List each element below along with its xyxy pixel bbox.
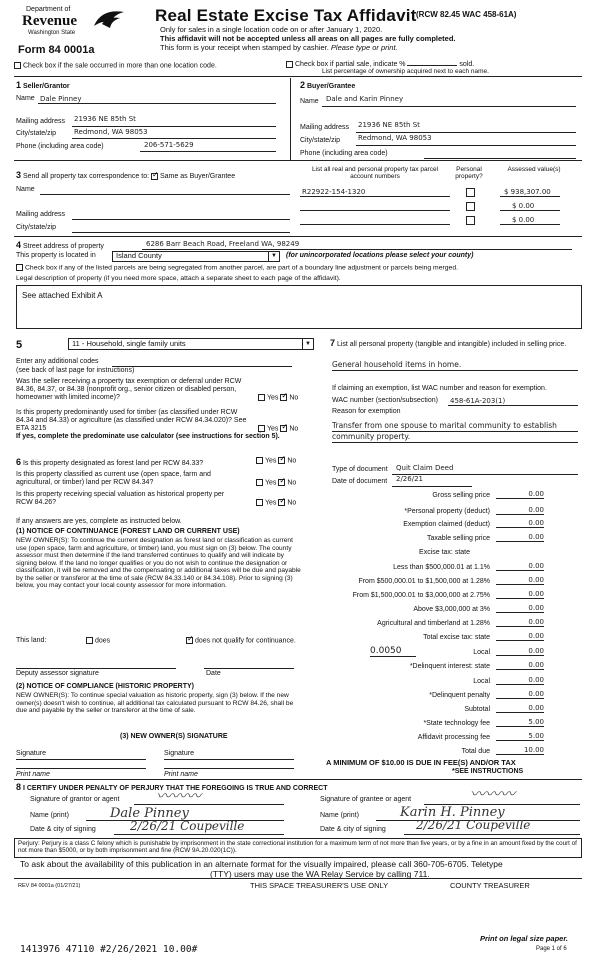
segregated-checkbox[interactable] [16,264,23,271]
tax-value-tier2[interactable]: 0.00 [496,576,544,585]
current-use-text: Is this property classified as current use (open space, farm and agricultural, or timber) land per RCW 84.34? [16,471,211,487]
historic-yes-no [256,499,296,507]
s3-addr-label: Mailing address [16,211,66,218]
doc-date-label: Date of document [332,478,388,485]
seller-heading [16,80,70,91]
grantee-date-row [320,818,582,834]
parcel-number-line [300,196,450,197]
this-land-label: This land: [16,637,47,644]
tax-label-tier1: Less than $500,000.01 at 1.1% [393,564,490,571]
buyer-name-value[interactable]: Dale and Karin Pinney [326,95,404,103]
doc-type-row [332,466,582,474]
tax-label-tech-fee: *State technology fee [423,720,490,727]
buyer-addr-row [300,121,580,132]
historic-yes-checkbox[interactable] [256,499,263,506]
county-treasurer-label: COUNTY TREASURER [450,881,530,890]
add-codes-line [112,366,292,367]
section-3-heading [16,170,235,181]
forest-yes-label: Yes [265,457,277,465]
wac-value[interactable]: 458-61A-203(1) [450,397,506,405]
header-divider [14,76,582,77]
reason-line-2 [332,442,578,443]
tax-value-tier3[interactable]: 0.00 [496,590,544,599]
current-use-no-label: No [287,479,297,487]
grantor-date-line [114,834,284,835]
legal-desc-box[interactable] [16,285,582,329]
tax-value-total-state[interactable]: 0.00 [496,632,544,641]
owner-print-label-2: Print name [164,771,198,778]
buyer-addr-label: Mailing address [300,124,350,131]
seller-phone-label: Phone (including area code) [16,143,104,150]
section-3-label: Send all property tax correspondence to: [22,173,150,180]
timber-no-checkbox[interactable] [280,425,287,432]
partial-sold-label: sold. [459,61,475,68]
s3-addr-line [72,219,290,220]
owner-sig-label-1: Signature [16,750,46,757]
grantor-print-label: Name (print) [30,812,69,819]
grantor-date-value[interactable]: 2/26/21 Coupeville [130,819,245,833]
grantee-sig-row [320,785,582,804]
seller-heading-label: Seller/Grantor [22,83,70,90]
accessibility-line-1: To ask about the availability of this publication in an alternate format for the visually impaired, please call 360-705-6705. Teletype [20,859,503,869]
grantee-date-label: Date & city of signing [320,826,386,833]
partial-sale-checkbox[interactable] [286,61,293,68]
notice-2-title: (2) NOTICE OF COMPLIANCE (HISTORIC PROPERTY) [16,683,194,690]
tax-value-interest-state[interactable]: 0.00 [496,661,544,670]
county-label: This property is located in [16,252,96,259]
current-use-question [16,471,316,487]
seller-city-line [72,138,276,139]
s3-addr-row [16,211,291,219]
land-does-not-checkbox[interactable] [186,637,193,644]
land-does-label: does [95,637,111,645]
forest-yes-checkbox[interactable] [256,457,263,464]
tax-value-exemption[interactable]: 0.00 [496,519,544,528]
doc-type-label: Type of document [332,466,388,473]
exemption-yes-checkbox[interactable] [258,394,265,401]
parcel-col-personal: Personal property? [455,166,483,181]
notice-1-text: NEW OWNER(S): To continue the current designation as forest land or classification as current use (open space, farm and agriculture, or timber) land, you must sign on (3) below. The county assessor must then determine if the land transferred continues to qualify and will indicate by signing below. If the land no longer qualifies or you do not wish to continue the designation or classification, it will be removed and the compensating or additional taxes will be due and payable by the seller or transferor at the time of sale (RCW 84.33.140 or 84.34.108). Prior to signing (3) below, you may contact your local county assessor for more information. [16,537,301,590]
grantor-sig-line [134,804,284,805]
chevron-down-icon: ▼ [302,339,313,349]
certify-text: I CERTIFY UNDER PENALTY OF PERJURY THAT THE FOREGOING IS TRUE AND CORRECT [22,785,328,792]
tax-label-tier4: Above $3,000,000 at 3% [413,606,490,613]
personal-property-line [332,370,578,371]
tax-label-interest-local: Local [473,678,490,685]
wac-label: WAC number (section/subsection) [332,397,438,404]
buyer-name-line [322,106,576,107]
see-instructions-note: *SEE INSTRUCTIONS [452,768,524,775]
street-line [142,249,572,250]
tax-label-gross: Gross selling price [432,492,490,499]
grantor-date-label: Date & city of signing [30,826,96,833]
wac-row [332,397,582,405]
tax-value-gross[interactable]: 0.00 [496,490,544,499]
state-label: Washington State [28,30,76,36]
street-row [16,240,576,251]
personal-property-checkbox[interactable] [466,216,475,225]
seller-name-value[interactable]: Dale Pinney [40,95,82,103]
chevron-down-icon: ▼ [268,252,279,261]
deputy-date-line [204,668,294,669]
legal-desc-text: See attached Exhibit A [22,291,103,300]
unincorp-note: (for unincorporated locations please select your county) [286,252,474,259]
segregated-row [16,264,582,272]
tax-label-processing-fee: Affidavit processing fee [417,734,490,741]
tax-value-interest-local[interactable]: 0.00 [496,676,544,685]
section-6-num: 6 [16,457,22,467]
land-does-option [86,637,110,645]
same-as-buyer-checkbox[interactable] [151,173,158,180]
grantee-sig-label: Signature of grantee or agent [320,796,412,803]
street-value[interactable]: 6286 Barr Beach Road, Freeland WA, 98249 [146,240,300,248]
seller-city-row [16,130,278,138]
print-note: Please type or print. [330,43,398,52]
tax-value-penalty[interactable]: 0.00 [496,690,544,699]
buyer-phone-line [424,158,576,159]
forest-no-checkbox[interactable] [278,457,285,464]
legal-size-note: Print on legal size paper. [480,934,568,943]
seller-phone-value[interactable]: 206-571-5629 [144,141,194,149]
deputy-date-label: Date [206,670,221,677]
land-does-not-label: does not qualify for continuance. [195,637,296,645]
legal-desc-label: Legal description of property (if you need more space, attach a separate sheet to each page of the affidavit). [16,275,341,282]
owner-print-row [16,771,306,779]
tax-label-local: Local [473,649,490,656]
current-use-yes-no [256,479,296,487]
use-code-value: 11 - Household, single family units [72,339,186,348]
section-3-num: 3 [16,170,22,180]
forest-yes-no [256,457,296,465]
buyer-heading [300,80,355,91]
tax-label-personal: *Personal property (deduct) [404,508,490,515]
parcel-assessed-line [500,196,560,197]
parcel-col-assessed: Assessed value(s) [507,166,561,173]
buyer-phone-row [300,150,580,158]
deputy-label: Deputy assessor signature [16,670,99,677]
parcel-assessed-line [500,210,560,211]
timber-question [16,409,316,441]
revision-label: REV 84 0001a (01/27/21) [18,883,81,889]
seller-name-label: Name [16,95,35,102]
seller-phone-row [16,143,278,151]
timber-yes-label: Yes [267,425,279,433]
exemption-question-text: Was the seller receiving a property tax exemption or deferral under RCW 84.36, 84.37, or 84.38 (nonprofit org., senior citizen or disabled person, homeowner with limited income)? [16,378,242,402]
seller-addr-row [16,115,278,126]
parcel-assessed[interactable]: $ 938,307.00 [504,188,551,196]
owner-print-label-1: Print name [16,771,50,778]
reason-value[interactable]: Transfer from one spouse to marital community to establish community property. [332,421,557,441]
tax-value-tier4[interactable]: 0.00 [496,604,544,613]
timber-question-text: Is this property predominantly used for timber (as classified under RCW 84.34 and 84.33) or agriculture (as classified under RCW 84.34.020)? See ETA 3215 [16,409,247,433]
tax-label-interest-state: *Delinquent interest: state [409,663,490,670]
buyer-name-label: Name [300,98,319,105]
timber-calc-note: If yes, complete the predominate use calculator (see instructions for section 5). [16,433,280,441]
grantor-signature[interactable]: 〰〰〰 [156,787,202,805]
personal-property-checkbox[interactable] [466,202,475,211]
s3-city-row [16,224,291,232]
s3-city-line [72,232,290,233]
buyer-addr-line [356,132,576,133]
add-codes-row [16,358,316,366]
historic-no-checkbox[interactable] [278,499,285,506]
forest-no-label: No [287,457,297,465]
use-code-select[interactable] [68,338,314,350]
parcel-assessed[interactable]: $ 0.00 [512,216,535,224]
parcel-number-line [300,224,450,225]
current-use-yes-checkbox[interactable] [256,479,263,486]
parcel-assessed-line [500,224,560,225]
seller-addr-label: Mailing address [16,118,66,125]
exemption-no-checkbox[interactable] [280,394,287,401]
county-row [16,252,576,260]
section-2-divider [14,160,582,161]
reason-label: Reason for exemption [332,408,401,415]
forest-question [16,457,316,468]
multi-location-row [14,62,217,70]
buyer-heading-label: Buyer/Grantee [306,83,356,90]
tax-label-total-due: Total due [461,748,490,755]
land-does-checkbox[interactable] [86,637,93,644]
page-number: Page 1 of 6 [536,946,567,952]
historic-question [16,491,316,507]
bird-logo-icon [92,8,126,30]
header-line-3 [160,44,398,53]
owner-print-line-2 [164,768,294,769]
timber-yes-checkbox[interactable] [258,425,265,432]
tax-value-taxable[interactable]: 0.00 [496,533,544,542]
add-codes-label: Enter any additional codes [16,358,99,365]
same-as-buyer-label: Same as Buyer/Grantee [160,173,236,180]
seller-addr-value[interactable]: 21936 NE 85th St [74,115,136,123]
seller-name-row [16,95,278,103]
buyer-heading-num: 2 [300,80,306,90]
forest-question-text: Is this property designated as forest land per RCW 84.33? [22,460,204,467]
reason-row [332,421,582,442]
notice-1-title: (1) NOTICE OF CONTINUANCE (FOREST LAND OR CURRENT USE) [16,528,240,535]
footer-divider [14,878,582,879]
owner-sig-label-2: Signature [164,750,194,757]
tax-value-tier1[interactable]: 0.00 [496,562,544,571]
county-value: Island County [116,251,162,260]
grantor-print-value[interactable]: Dale Pinney [110,806,189,821]
tax-value-tech-fee[interactable]: 5.00 [496,718,544,727]
street-label: Street address of property [22,243,104,250]
seller-city-label: City/state/zip [16,130,57,137]
historic-text: Is this property receiving special valuation as historical property per RCW 84.26? [16,491,225,507]
exemption-yes-label: Yes [267,394,279,402]
s3-name-label: Name [16,186,35,193]
buyer-city-line [356,145,576,146]
tax-label-exemption: Exemption claimed (deduct) [403,521,490,528]
grantee-date-value[interactable]: 2/26/21 Coupeville [416,818,531,832]
buyer-name-row [300,95,580,106]
section-4-num: 4 [16,240,22,250]
timber-yes-no [258,425,298,433]
tax-value-processing-fee[interactable]: 5.00 [496,732,544,741]
section-5-num: 5 [16,339,23,351]
buyer-city-row [300,134,580,145]
doc-date-line [392,486,472,487]
segregated-label: Check box if any of the listed parcels are being segregated from another parcel, are part of a boundary line adjustment or parcels being merged. [25,264,458,272]
dept-logo [14,6,132,40]
exemption-question [16,378,316,402]
parcel-col-numbers: List all real and personal property tax parcel account numbers [311,166,439,181]
minimum-due-note: A MINIMUM OF $10.00 IS DUE IN FEE(S) AND/OR TAX [326,758,516,767]
form-number: Form 84 0001a [18,44,95,56]
section-1-2-divider [290,78,291,160]
personal-property-value[interactable]: General household items in home. [332,360,462,369]
grantee-print-value[interactable]: Karin H. Pinney [400,805,505,820]
perjury-box [14,838,582,858]
treasurer-use-label: THIS SPACE TREASURER'S USE ONLY [250,881,389,890]
grantee-print-label: Name (print) [320,812,359,819]
current-use-no-checkbox[interactable] [278,479,285,486]
owner-sig-line-2 [164,759,294,760]
multi-location-checkbox[interactable] [14,62,21,69]
tax-label-penalty: *Delinquent penalty [429,692,490,699]
land-qualify-row [16,637,316,645]
revenue-wordmark: Revenue [22,13,77,29]
deputy-line [16,668,176,669]
grantee-date-line [404,834,580,835]
seller-name-line [38,103,276,104]
form-title: Real Estate Excise Tax Affidavit [155,6,417,25]
tax-label-excise-state: Excise tax: state [419,549,470,556]
rcw-ref: (RCW 82.45 WAC 458-61A) [416,10,517,19]
see-back-label: (see back of last page for instructions) [16,367,135,374]
seller-heading-num: 1 [16,80,22,90]
s3-name-row [16,186,291,194]
grantor-sig-label: Signature of grantor or agent [30,796,120,803]
exemption-claim-label: If claiming an exemption, list WAC number and reason for exemption. [332,385,547,392]
seller-city-value[interactable]: Redmond, WA 98053 [74,128,148,136]
buyer-addr-value[interactable]: 21936 NE 85th St [358,121,420,129]
personal-property-row [332,361,582,370]
tax-value-personal[interactable]: 0.00 [496,506,544,515]
wac-line [448,405,578,406]
personal-property-checkbox[interactable] [466,188,475,197]
s3-city-label: City/state/zip [16,224,57,231]
deputy-row [16,670,316,678]
buyer-city-label: City/state/zip [300,137,341,144]
tax-value-agri[interactable]: 0.00 [496,618,544,627]
accessibility-line-2: (TTY) users may use the WA Relay Service by calling 711. [210,869,430,879]
tax-label-subtotal: Subtotal [464,706,490,713]
section-7-label: List all personal property (tangible and intangible) included in selling price. [336,341,567,348]
perjury-text: Perjury: Perjury is a class C felony which is punishable by imprisonment in the state correctional institution for a maximum term of not more than five years, or by a fine in an amount fixed by the court of not more than $5000, or by both imprisonment and fine (RCW 9A.20.020(1C)). [18,840,577,855]
dept-label: Department of [26,6,71,13]
tax-value-total-due[interactable]: 10.00 [496,746,544,755]
ownership-note: List percentage of ownership acquired next to each name. [322,68,489,75]
tax-label-tier2: From $500,000.01 to $1,500,000 at 1.28% [358,578,490,585]
doc-date-row [332,475,582,486]
grantor-date-row [30,819,290,834]
if-yes-note: If any answers are yes, complete as instructed below. [16,518,182,525]
multi-location-label: Check box if the sale occurred in more than one location code. [23,62,217,70]
tax-label-agri: Agricultural and timberland at 1.28% [377,620,490,627]
new-owner-sig-title: (3) NEW OWNER(S) SIGNATURE [120,733,228,740]
historic-yes-label: Yes [265,499,277,507]
parcel-number-line [300,210,450,211]
tax-value-subtotal[interactable]: 0.00 [496,704,544,713]
section-8-divider [14,779,582,780]
owner-print-line-1 [16,768,146,769]
receipt-note: This form is your receipt when stamped by cashier. [160,43,329,52]
land-does-not-option [186,637,316,645]
section-7-heading [330,338,580,349]
tax-label-tier3: From $1,500,000.01 to $3,000,000 at 2.75% [352,592,490,599]
recording-stamp: 1413976 47110 #2/26/2021 10.00# [20,944,198,955]
tax-value-local[interactable]: 0.00 [496,647,544,656]
exemption-yes-no [258,394,298,402]
notice-2-text: NEW OWNER(S): To continue special valuation as historic property, sign (3) below. If the new owner(s) doesn't wish to continue, all additional tax calculated pursuant to RCW 84.26, shall be due and payable by the seller or transferor at the time of sale. [16,692,294,715]
section-8-num: 8 [16,782,22,792]
historic-no-label: No [287,499,297,507]
doc-type-value[interactable]: Quit Claim Deed [396,464,454,472]
current-use-yes-label: Yes [265,479,277,487]
tax-label-taxable: Taxable selling price [426,535,490,542]
tax-label-total-state: Total excise tax: state [423,634,490,641]
doc-date-value[interactable]: 2/26/21 [396,475,423,483]
header-line-1: Only for sales in a single location code on or after January 1, 2020. [160,25,383,34]
parcel-assessed[interactable]: $ 0.00 [512,202,535,210]
owner-sig-line-1 [16,759,146,760]
seller-addr-line [72,126,276,127]
section-3-divider [14,236,582,237]
partial-sale-input[interactable] [407,58,457,66]
timber-no-label: No [289,425,299,433]
reason-line-1 [332,431,578,432]
seller-phone-line [140,151,276,152]
section-7-num: 7 [330,338,336,348]
parcel-number[interactable]: R22922-154-1320 [302,188,366,196]
header-line-2: This affidavit will not be accepted unless all areas on all pages are fully completed. [160,34,456,43]
grantee-signature[interactable]: 〰〰〰 [470,785,516,803]
buyer-phone-label: Phone (including area code) [300,150,388,157]
owner-sig-row [16,750,306,758]
s3-name-line [40,194,290,195]
county-select[interactable] [112,251,280,262]
buyer-city-value[interactable]: Redmond, WA 98053 [358,134,432,142]
exemption-no-label: No [289,394,299,402]
local-rate[interactable]: 0.0050 [370,646,416,657]
partial-sale-label: Check box if partial sale, indicate % [295,61,406,68]
